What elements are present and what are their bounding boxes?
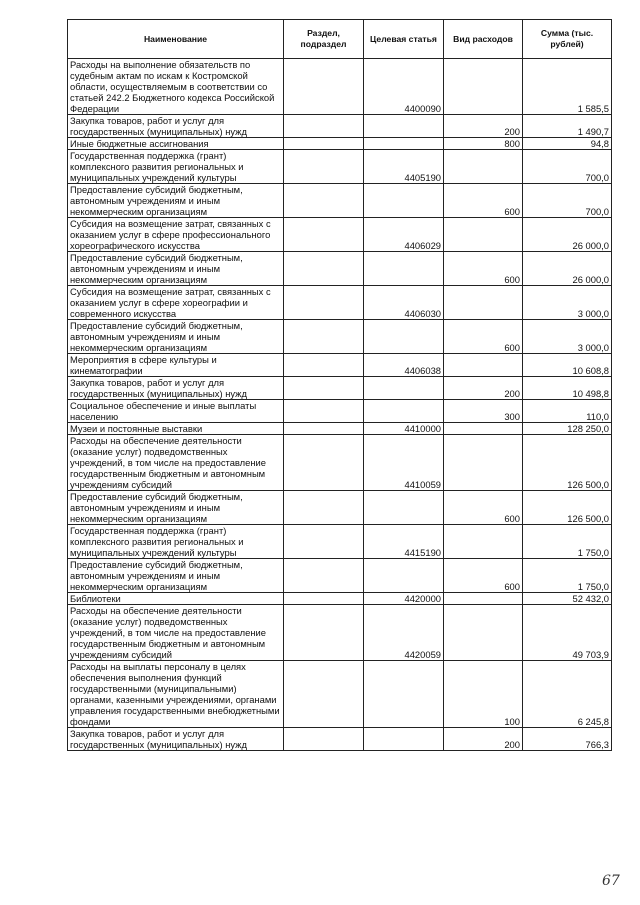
- row-type: 600: [444, 184, 523, 218]
- row-type: [444, 525, 523, 559]
- row-type: [444, 605, 523, 661]
- row-sum: 3 000,0: [523, 286, 612, 320]
- table-row: [68, 59, 612, 115]
- row-section: [284, 150, 364, 184]
- header-name: Наименование: [68, 20, 284, 59]
- row-target: [364, 559, 444, 593]
- row-name: Закупка товаров, работ и услуг для государственных (муниципальных) нужд: [68, 115, 284, 138]
- row-target: [364, 320, 444, 354]
- row-name: Закупка товаров, работ и услуг для государственных (муниципальных) нужд: [68, 377, 284, 400]
- table-row: [68, 593, 612, 605]
- table-body: [68, 59, 612, 751]
- row-name: Мероприятия в сфере культуры и кинематографии: [68, 354, 284, 377]
- row-name: Закупка товаров, работ и услуг для государственных (муниципальных) нужд: [68, 728, 284, 751]
- row-type: 600: [444, 491, 523, 525]
- row-target: [364, 728, 444, 751]
- table-row: [68, 423, 612, 435]
- row-type: 200: [444, 115, 523, 138]
- row-sum: 126 500,0: [523, 491, 612, 525]
- row-sum: 49 703,9: [523, 605, 612, 661]
- row-type: [444, 593, 523, 605]
- row-target: [364, 138, 444, 150]
- row-section: [284, 184, 364, 218]
- row-sum: 26 000,0: [523, 218, 612, 252]
- row-sum: 700,0: [523, 184, 612, 218]
- row-section: [284, 661, 364, 728]
- row-name: Расходы на выплаты персоналу в целях обеспечения выполнения функций государственными (муниципальными) органами, казенными учреждениями, органами управления государственными внебюджетными фондами: [68, 661, 284, 728]
- row-target: 4406038: [364, 354, 444, 377]
- row-sum: 6 245,8: [523, 661, 612, 728]
- header-section: Раздел, подраздел: [284, 20, 364, 59]
- row-sum: 1 750,0: [523, 525, 612, 559]
- row-name: Социальное обеспечение и иные выплаты населению: [68, 400, 284, 423]
- row-section: [284, 728, 364, 751]
- row-type: [444, 286, 523, 320]
- table-row: [68, 218, 612, 252]
- row-sum: 1 585,5: [523, 59, 612, 115]
- row-name: Государственная поддержка (грант) комплексного развития региональных и муниципальных учреждений культуры: [68, 525, 284, 559]
- row-type: [444, 59, 523, 115]
- table-row: [68, 286, 612, 320]
- row-type: 600: [444, 559, 523, 593]
- row-type: 600: [444, 252, 523, 286]
- row-section: [284, 525, 364, 559]
- row-section: [284, 593, 364, 605]
- row-type: [444, 354, 523, 377]
- row-type: [444, 150, 523, 184]
- row-type: 300: [444, 400, 523, 423]
- row-section: [284, 377, 364, 400]
- row-sum: 3 000,0: [523, 320, 612, 354]
- row-name: Предоставление субсидий бюджетным, автономным учреждениям и иным некоммерческим организациям: [68, 320, 284, 354]
- header-target: Целевая статья: [364, 20, 444, 59]
- row-target: [364, 491, 444, 525]
- row-name: Предоставление субсидий бюджетным, автономным учреждениям и иным некоммерческим организациям: [68, 184, 284, 218]
- row-section: [284, 252, 364, 286]
- budget-table: [67, 19, 612, 751]
- table-row: [68, 400, 612, 423]
- row-sum: 94,8: [523, 138, 612, 150]
- table-row: [68, 184, 612, 218]
- table-row: [68, 525, 612, 559]
- row-section: [284, 320, 364, 354]
- row-target: 4420059: [364, 605, 444, 661]
- row-sum: 10 608,8: [523, 354, 612, 377]
- row-section: [284, 286, 364, 320]
- row-target: [364, 252, 444, 286]
- row-type: [444, 218, 523, 252]
- row-target: [364, 377, 444, 400]
- row-target: [364, 115, 444, 138]
- row-sum: 766,3: [523, 728, 612, 751]
- row-type: 100: [444, 661, 523, 728]
- row-sum: 1 750,0: [523, 559, 612, 593]
- row-target: 4405190: [364, 150, 444, 184]
- header-row: [68, 20, 612, 59]
- row-target: 4400090: [364, 59, 444, 115]
- row-section: [284, 218, 364, 252]
- table-row: [68, 559, 612, 593]
- row-sum: 110,0: [523, 400, 612, 423]
- row-target: 4406030: [364, 286, 444, 320]
- table-row: [68, 728, 612, 751]
- row-type: [444, 435, 523, 491]
- row-name: Музеи и постоянные выставки: [68, 423, 284, 435]
- row-section: [284, 138, 364, 150]
- row-section: [284, 423, 364, 435]
- row-name: Предоставление субсидий бюджетным, автономным учреждениям и иным некоммерческим организациям: [68, 252, 284, 286]
- row-name: Субсидия на возмещение затрат, связанных с оказанием услуг в сфере хореографии и современного искусства: [68, 286, 284, 320]
- table-row: [68, 150, 612, 184]
- row-target: 4420000: [364, 593, 444, 605]
- row-target: 4410000: [364, 423, 444, 435]
- header-sum: Сумма (тыс. рублей): [523, 20, 612, 59]
- row-target: 4415190: [364, 525, 444, 559]
- table-row: [68, 320, 612, 354]
- row-type: [444, 423, 523, 435]
- row-section: [284, 435, 364, 491]
- row-target: [364, 400, 444, 423]
- row-section: [284, 354, 364, 377]
- row-name: Государственная поддержка (грант) комплексного развития региональных и муниципальных учреждений культуры: [68, 150, 284, 184]
- row-name: Предоставление субсидий бюджетным, автономным учреждениям и иным некоммерческим организациям: [68, 491, 284, 525]
- table-row: [68, 252, 612, 286]
- table-row: [68, 491, 612, 525]
- row-name: Расходы на выполнение обязательств по судебным актам по искам к Костромской области, осуществляемым в соответствии со статьей 242.2 Бюджетного кодекса Российской Федерации: [68, 59, 284, 115]
- table-row: [68, 661, 612, 728]
- table-row: [68, 138, 612, 150]
- row-type: 600: [444, 320, 523, 354]
- table-row: [68, 435, 612, 491]
- row-target: 4410059: [364, 435, 444, 491]
- row-sum: 10 498,8: [523, 377, 612, 400]
- header-type: Вид расходов: [444, 20, 523, 59]
- row-sum: 126 500,0: [523, 435, 612, 491]
- row-section: [284, 491, 364, 525]
- row-name: Расходы на обеспечение деятельности (оказание услуг) подведомственных учреждений, в том числе на предоставление государственным бюджетным и автономным учреждениям субсидий: [68, 435, 284, 491]
- row-name: Субсидия на возмещение затрат, связанных с оказанием услуг в сфере профессионального хореографического искусства: [68, 218, 284, 252]
- row-sum: 26 000,0: [523, 252, 612, 286]
- row-sum: 52 432,0: [523, 593, 612, 605]
- row-type: 200: [444, 728, 523, 751]
- table-row: [68, 115, 612, 138]
- row-sum: 128 250,0: [523, 423, 612, 435]
- row-name: Библиотеки: [68, 593, 284, 605]
- table-row: [68, 354, 612, 377]
- table-row: [68, 605, 612, 661]
- row-name: Расходы на обеспечение деятельности (оказание услуг) подведомственных учреждений, в том числе на предоставление государственным бюджетным и автономным учреждениям субсидий: [68, 605, 284, 661]
- row-sum: 1 490,7: [523, 115, 612, 138]
- row-target: 4406029: [364, 218, 444, 252]
- row-name: Иные бюджетные ассигнования: [68, 138, 284, 150]
- table-row: [68, 377, 612, 400]
- row-section: [284, 559, 364, 593]
- row-name: Предоставление субсидий бюджетным, автономным учреждениям и иным некоммерческим организациям: [68, 559, 284, 593]
- row-type: 800: [444, 138, 523, 150]
- row-target: [364, 184, 444, 218]
- row-type: 200: [444, 377, 523, 400]
- page-number: 67: [602, 873, 620, 889]
- row-sum: 700,0: [523, 150, 612, 184]
- row-section: [284, 605, 364, 661]
- row-target: [364, 661, 444, 728]
- row-section: [284, 400, 364, 423]
- row-section: [284, 115, 364, 138]
- row-section: [284, 59, 364, 115]
